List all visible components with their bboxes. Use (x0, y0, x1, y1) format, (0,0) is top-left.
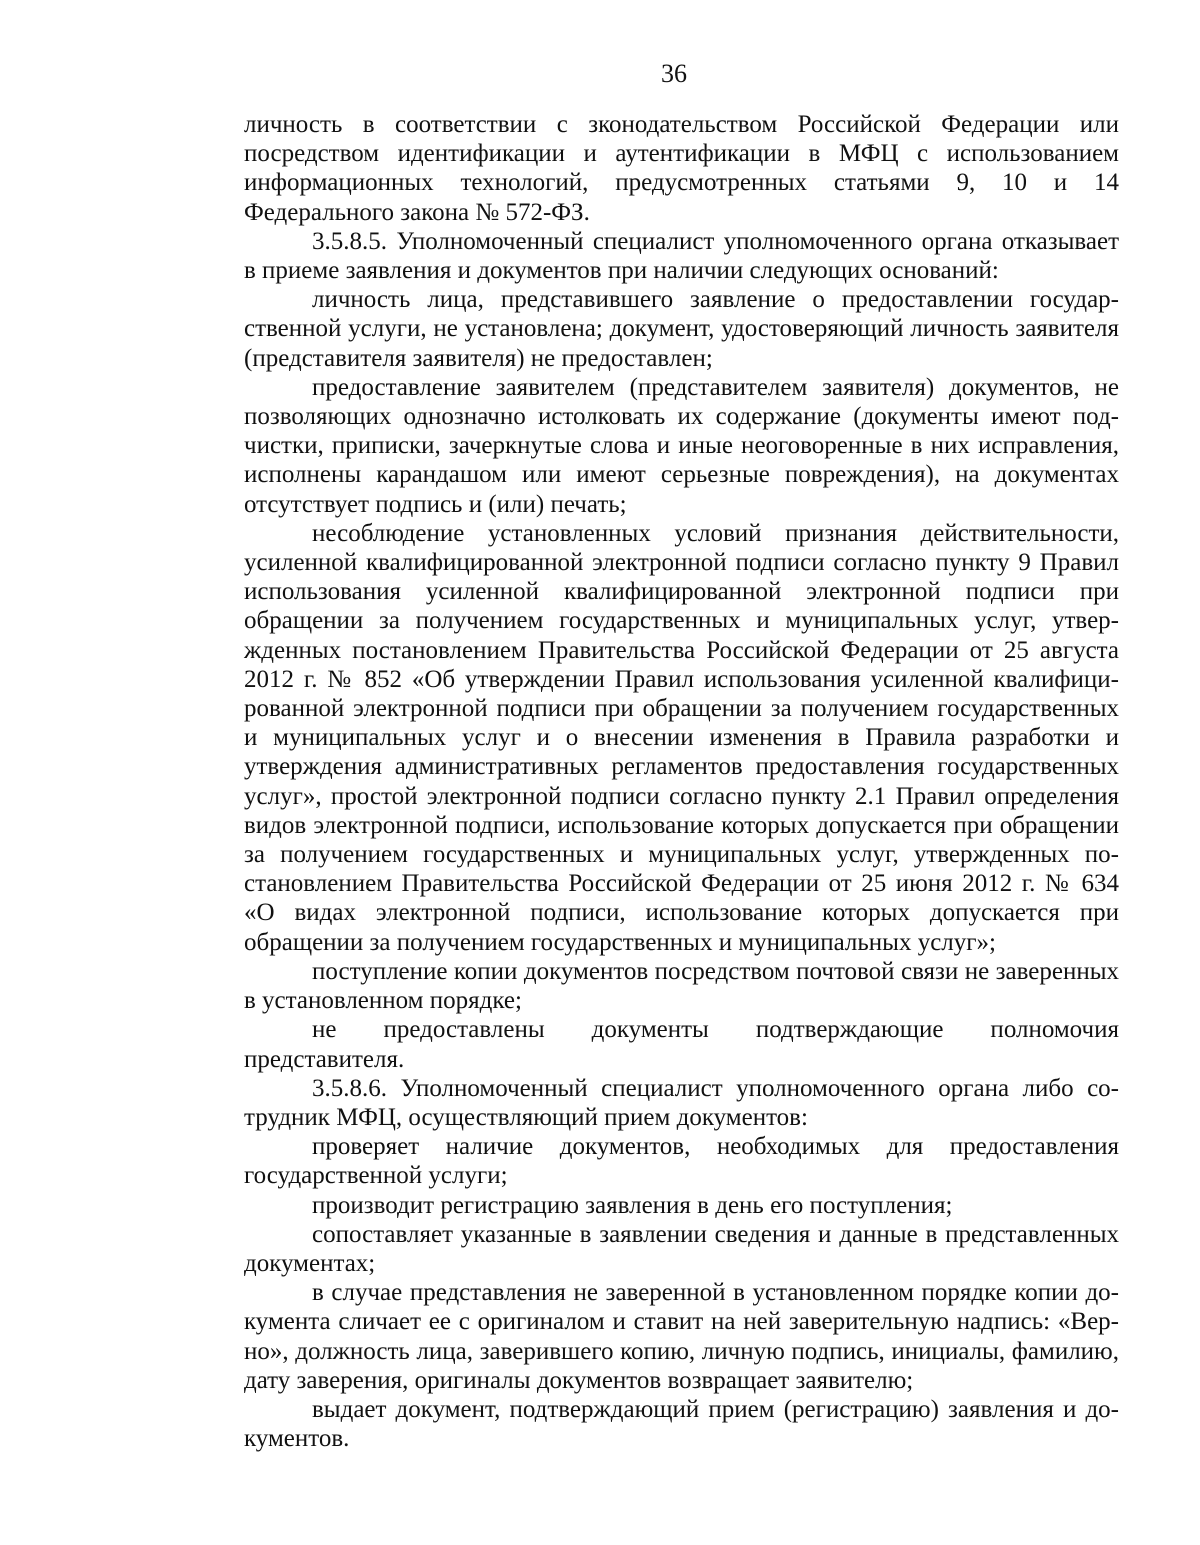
paragraph-3-5-8-6: 3.5.8.6. Уполномоченный специалист уполномоченного органа либо сотрудник МФЦ, осуществляющий прием документов: (244, 1074, 1119, 1131)
paragraph-issues-receipt: выдает документ, подтверждающий прием (регистрацию) заявления и документов. (244, 1395, 1119, 1453)
paragraph-postal-copies: поступление копии документов посредством почтовой связи не заверенных в установленном порядке; (244, 957, 1119, 1015)
page-number: 36 (661, 59, 687, 88)
paragraph-compares-data: сопоставляет указанные в заявлении сведения и данные в представленных документах; (244, 1220, 1119, 1277)
paragraph-registers-application: производит регистрацию заявления в день его поступления; (312, 1191, 953, 1219)
paragraph-3-5-8-5: 3.5.8.5. Уполномоченный специалист уполномоченного органа отказывает в приеме заявления и документов при наличии следующих оснований: (244, 227, 1119, 285)
paragraph-certifies-copy: в случае представления не заверенной в установленном порядке копии документа сличает ее с оригиналом и ставит на ней заверительную надпись: «Верно», должность лица, заверившего копию, личную подпись, инициалы, фамилию, дату заверения, оригиналы документов возвращает заявителю; (244, 1279, 1119, 1394)
paragraph-continuation: личность в соответствии с зконодательством Российской Федерации или посредством идентификации и аутентификации в МФЦ с использованием информационных технологий, предусмотренных статьями 9, 10 и 14 Федерального закона № 572-ФЗ. (244, 111, 1119, 226)
document-body (244, 110, 1119, 1453)
paragraph-identity-not-established: личность лица, представившего заявление о предоставлении государственной услуги, не установлена; документ, удостоверяющий личность заявителя (представителя заявителя) не предоставлен; (244, 286, 1119, 372)
paragraph-authority-documents: не предоставлены документы подтверждающие полномочия представителя. (244, 1016, 1119, 1073)
paragraph-electronic-signature: несоблюдение установленных условий признания действительности, усиленной квалифицированной электронной подписи согласно пункту 9 Правил использования усиленной квалифицированной электронной подписи при обращении за получением государственных и муниципальных услуг, утвержденных постановлением Правительства Российской Федерации от 25 августа 2012 г. № 852 «Об утверждении Правил использования усиленной квалифицированной электронной подписи при обращении за получением государственных и муниципальных услуг и о внесении изменения в Правила разработки и утверждения административных регламентов предоставления государственных услуг», простой электронной подписи согласно пункту 2.1 Правил определения видов электронной подписи, использование которых допускается при обращении за получением государственных и муниципальных услуг, утвержденных постановлением Правительства Российской Федерации от 25 июня 2012 г. № 634 «О видах электронной подписи, использование которых допускается при обращении за получением государственных и муниципальных услуг»; (244, 519, 1119, 956)
paragraph-checks-documents: проверяет наличие документов, необходимых для предоставления государственной услуги; (244, 1133, 1119, 1190)
paragraph-ambiguous-documents: предоставление заявителем (представителем заявителя) документов, не позволяющих однозначно истолковать их содержание (документы имеют подчистки, приписки, зачеркнутые слова и иные неоговоренные в них исправления, исполнены карандашом или имеют серьезные повреждения), на документах отсутствует подпись и (или) печать; (244, 373, 1119, 518)
